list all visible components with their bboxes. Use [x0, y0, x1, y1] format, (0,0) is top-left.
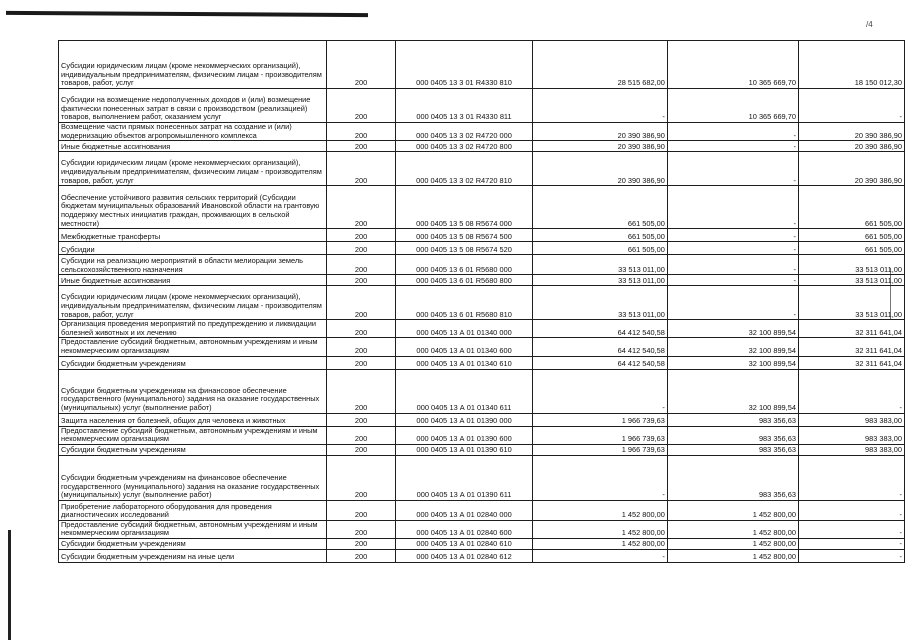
cell-code: 200	[327, 413, 396, 426]
cell-code: 200	[327, 455, 396, 500]
cell-cls: 000 0405 13 6 01 R5680 000	[396, 255, 533, 275]
cell-v3: 32 311 641,04	[798, 338, 904, 356]
cell-v1: 20 390 386,90	[532, 141, 667, 152]
cell-v2: 983 356,63	[667, 426, 798, 444]
cell-name: Защита населения от болезней, общих для человека и животных	[59, 413, 327, 426]
cell-code: 200	[327, 538, 396, 549]
cell-code: 200	[327, 356, 396, 369]
cell-v1: 33 513 011,00	[532, 286, 667, 320]
cell-v2: -	[667, 186, 798, 229]
cell-v1: 1 966 739,63	[532, 426, 667, 444]
cell-name: Возмещение части прямых понесенных затрат на создание и (или) модернизацию объектов агропромышленного комплекса	[59, 123, 327, 141]
cell-code: 200	[327, 123, 396, 141]
cell-name: Приобретение лабораторного оборудования для проведения диагностических исследований	[59, 500, 327, 520]
table-row	[59, 520, 905, 538]
cell-v1: 661 505,00	[532, 186, 667, 229]
cell-v1: 661 505,00	[532, 242, 667, 255]
cell-name: Субсидии	[59, 242, 327, 255]
cell-cls: 000 0405 13 А 01 01390 600	[396, 426, 533, 444]
cell-v2: 983 356,63	[667, 413, 798, 426]
cell-name: Субсидии юридическим лицам (кроме некоммерческих организаций), индивидуальным предпринимателям, физическим лицам - производителям товаров, работ, услуг	[59, 41, 327, 89]
table-row	[59, 286, 905, 320]
cell-v1: 64 412 540,58	[532, 338, 667, 356]
cell-v2: 1 452 800,00	[667, 538, 798, 549]
cell-v1: 661 505,00	[532, 229, 667, 242]
cell-cls: 000 0405 13 А 01 01340 611	[396, 369, 533, 413]
cell-cls: 000 0405 13 5 08 R5674 520	[396, 242, 533, 255]
cell-v1: 28 515 682,00	[532, 41, 667, 89]
cell-v1: 20 390 386,90	[532, 123, 667, 141]
cell-v1: -	[532, 549, 667, 562]
table-row	[59, 89, 905, 123]
cell-code: 200	[327, 444, 396, 455]
cell-code: 200	[327, 141, 396, 152]
cell-v2: -	[667, 275, 798, 286]
table-row	[59, 549, 905, 562]
cell-cls: 000 0405 13 3 02 R4720 810	[396, 152, 533, 186]
cell-v1: -	[532, 455, 667, 500]
cell-cls: 000 0405 13 3 01 R4330 811	[396, 89, 533, 123]
cell-cls: 000 0405 13 3 01 R4330 810	[396, 41, 533, 89]
cell-code: 200	[327, 520, 396, 538]
cell-code: 200	[327, 242, 396, 255]
cell-v3: 661 505,00	[798, 229, 904, 242]
cell-code: 200	[327, 320, 396, 338]
cell-v1: 1 452 800,00	[532, 520, 667, 538]
cell-code: 200	[327, 500, 396, 520]
cell-v2: 32 100 899,54	[667, 356, 798, 369]
cell-name: Субсидии бюджетным учреждениям	[59, 356, 327, 369]
cell-name: Иные бюджетные ассигнования	[59, 275, 327, 286]
cell-v2: -	[667, 255, 798, 275]
cell-code: 200	[327, 275, 396, 286]
cell-code: 200	[327, 549, 396, 562]
cell-code: 200	[327, 89, 396, 123]
cell-v1: 64 412 540,58	[532, 356, 667, 369]
cell-name: Иные бюджетные ассигнования	[59, 141, 327, 152]
table-row	[59, 426, 905, 444]
cell-cls: 000 0405 13 5 08 R5674 000	[396, 186, 533, 229]
cell-cls: 000 0405 13 А 01 02840 600	[396, 520, 533, 538]
cell-cls: 000 0405 13 А 01 02840 612	[396, 549, 533, 562]
cell-name: Субсидии бюджетным учреждениям	[59, 444, 327, 455]
cell-v2: 1 452 800,00	[667, 520, 798, 538]
cell-cls: 000 0405 13 6 01 R5680 800	[396, 275, 533, 286]
cell-v1: 33 513 011,00	[532, 275, 667, 286]
cell-v2: 32 100 899,54	[667, 369, 798, 413]
budget-table	[58, 40, 905, 563]
cell-v1: -	[532, 369, 667, 413]
cell-v3: 983 383,00	[798, 444, 904, 455]
table-row	[59, 229, 905, 242]
cell-cls: 000 0405 13 А 01 01390 000	[396, 413, 533, 426]
table-row	[59, 455, 905, 500]
cell-v3: 33 513 011,00	[798, 255, 904, 275]
cell-cls: 000 0405 13 А 01 01340 600	[396, 338, 533, 356]
cell-v3: -	[798, 500, 904, 520]
cell-cls: 000 0405 13 6 01 R5680 810	[396, 286, 533, 320]
cell-name: Субсидии юридическим лицам (кроме некоммерческих организаций), индивидуальным предпринимателям, физическим лицам - производителям товаров, работ, услуг	[59, 286, 327, 320]
cell-name: Субсидии бюджетным учреждениям на финансовое обеспечение государственного (муниципального) задания на оказание государственных (муниципальных) услуг (выполнение работ)	[59, 455, 327, 500]
cell-v3: 20 390 386,90	[798, 152, 904, 186]
cell-v3: 983 383,00	[798, 413, 904, 426]
table-row	[59, 369, 905, 413]
cell-v3: -	[798, 369, 904, 413]
cell-v2: 32 100 899,54	[667, 320, 798, 338]
cell-v1: 20 390 386,90	[532, 152, 667, 186]
cell-v2: 10 365 669,70	[667, 41, 798, 89]
cell-name: Обеспечение устойчивого развития сельских территорий (Субсидии бюджетам муниципальных образований Ивановской области на грантовую поддержку местных инициатив граждан, проживающих в сельской местности)	[59, 186, 327, 229]
cell-v2: -	[667, 152, 798, 186]
cell-cls: 000 0405 13 А 01 02840 000	[396, 500, 533, 520]
scan-left-edge-mark	[8, 530, 11, 640]
cell-v3: -	[798, 538, 904, 549]
cell-name: Предоставление субсидий бюджетным, автономным учреждениям и иным некоммерческим организациям	[59, 520, 327, 538]
cell-name: Организация проведения мероприятий по предупреждению и ликвидации болезней животных и их лечению	[59, 320, 327, 338]
cell-v3: 661 505,00	[798, 242, 904, 255]
table-row	[59, 338, 905, 356]
cell-code: 200	[327, 255, 396, 275]
cell-cls: 000 0405 13 А 01 01390 610	[396, 444, 533, 455]
cell-v3: 33 513 011,00	[798, 286, 904, 320]
cell-v2: 1 452 800,00	[667, 549, 798, 562]
cell-name: Предоставление субсидий бюджетным, автономным учреждениям и иным некоммерческим организациям	[59, 338, 327, 356]
cell-v3: 18 150 012,30	[798, 41, 904, 89]
cell-code: 200	[327, 338, 396, 356]
cell-v3: -	[798, 520, 904, 538]
cell-code: 200	[327, 369, 396, 413]
cell-v2: 10 365 669,70	[667, 89, 798, 123]
cell-code: 200	[327, 426, 396, 444]
cell-name: Предоставление субсидий бюджетным, автономным учреждениям и иным некоммерческим организациям	[59, 426, 327, 444]
cell-name: Субсидии бюджетным учреждениям на иные цели	[59, 549, 327, 562]
cell-v3: -	[798, 549, 904, 562]
cell-v3: 20 390 386,90	[798, 141, 904, 152]
table-row	[59, 275, 905, 286]
cell-v2: -	[667, 123, 798, 141]
budget-table-body	[59, 41, 905, 563]
table-row	[59, 444, 905, 455]
cell-v1: -	[532, 89, 667, 123]
cell-v1: 1 966 739,63	[532, 413, 667, 426]
table-row	[59, 255, 905, 275]
cell-v2: -	[667, 286, 798, 320]
cell-v2: -	[667, 242, 798, 255]
cell-name: Субсидии бюджетным учреждениям	[59, 538, 327, 549]
cell-v1: 1 966 739,63	[532, 444, 667, 455]
cell-cls: 000 0405 13 А 01 01340 610	[396, 356, 533, 369]
cell-cls: 000 0405 13 А 01 01340 000	[396, 320, 533, 338]
cell-v2: 983 356,63	[667, 444, 798, 455]
cell-name: Субсидии юридическим лицам (кроме некоммерческих организаций), индивидуальным предпринимателям, физическим лицам - производителям товаров, работ, услуг	[59, 152, 327, 186]
table-row	[59, 538, 905, 549]
cell-code: 200	[327, 186, 396, 229]
cell-code: 200	[327, 286, 396, 320]
cell-name: Субсидии на реализацию мероприятий в области мелиорации земель сельскохозяйственного назначения	[59, 255, 327, 275]
cell-v2: -	[667, 229, 798, 242]
cell-v2: 1 452 800,00	[667, 500, 798, 520]
table-row	[59, 141, 905, 152]
page-number-mark: /4	[866, 20, 873, 29]
cell-cls: 000 0405 13 3 02 R4720 000	[396, 123, 533, 141]
cell-v3: 32 311 641,04	[798, 356, 904, 369]
table-row	[59, 413, 905, 426]
cell-v1: 33 513 011,00	[532, 255, 667, 275]
cell-cls: 000 0405 13 5 08 R5674 500	[396, 229, 533, 242]
table-row	[59, 41, 905, 89]
cell-v3: 983 383,00	[798, 426, 904, 444]
cell-code: 200	[327, 41, 396, 89]
cell-v1: 1 452 800,00	[532, 500, 667, 520]
table-row	[59, 186, 905, 229]
table-row	[59, 500, 905, 520]
cell-v2: 32 100 899,54	[667, 338, 798, 356]
scan-header-bar	[6, 11, 368, 17]
cell-name: Субсидии бюджетным учреждениям на финансовое обеспечение государственного (муниципального) задания на оказание государственных (муниципальных) услуг (выполнение работ)	[59, 369, 327, 413]
cell-name: Субсидии на возмещение недополученных доходов и (или) возмещение фактически понесенных затрат в связи с производством (реализацией) товаров, выполнением работ, оказанием услуг	[59, 89, 327, 123]
cell-v3: 20 390 386,90	[798, 123, 904, 141]
cell-v3: 661 505,00	[798, 186, 904, 229]
table-row	[59, 152, 905, 186]
cell-v3: 33 513 011,00	[798, 275, 904, 286]
cell-code: 200	[327, 152, 396, 186]
cell-cls: 000 0405 13 А 01 02840 610	[396, 538, 533, 549]
cell-v3: 32 311 641,04	[798, 320, 904, 338]
cell-code: 200	[327, 229, 396, 242]
table-row	[59, 356, 905, 369]
cell-v1: 1 452 800,00	[532, 538, 667, 549]
cell-v2: 983 356,63	[667, 455, 798, 500]
cell-cls: 000 0405 13 А 01 01390 611	[396, 455, 533, 500]
cell-v2: -	[667, 141, 798, 152]
cell-cls: 000 0405 13 3 02 R4720 800	[396, 141, 533, 152]
table-row	[59, 320, 905, 338]
cell-v3: -	[798, 455, 904, 500]
cell-name: Межбюджетные трансферты	[59, 229, 327, 242]
table-row	[59, 123, 905, 141]
table-row	[59, 242, 905, 255]
cell-v3: -	[798, 89, 904, 123]
cell-v1: 64 412 540,58	[532, 320, 667, 338]
